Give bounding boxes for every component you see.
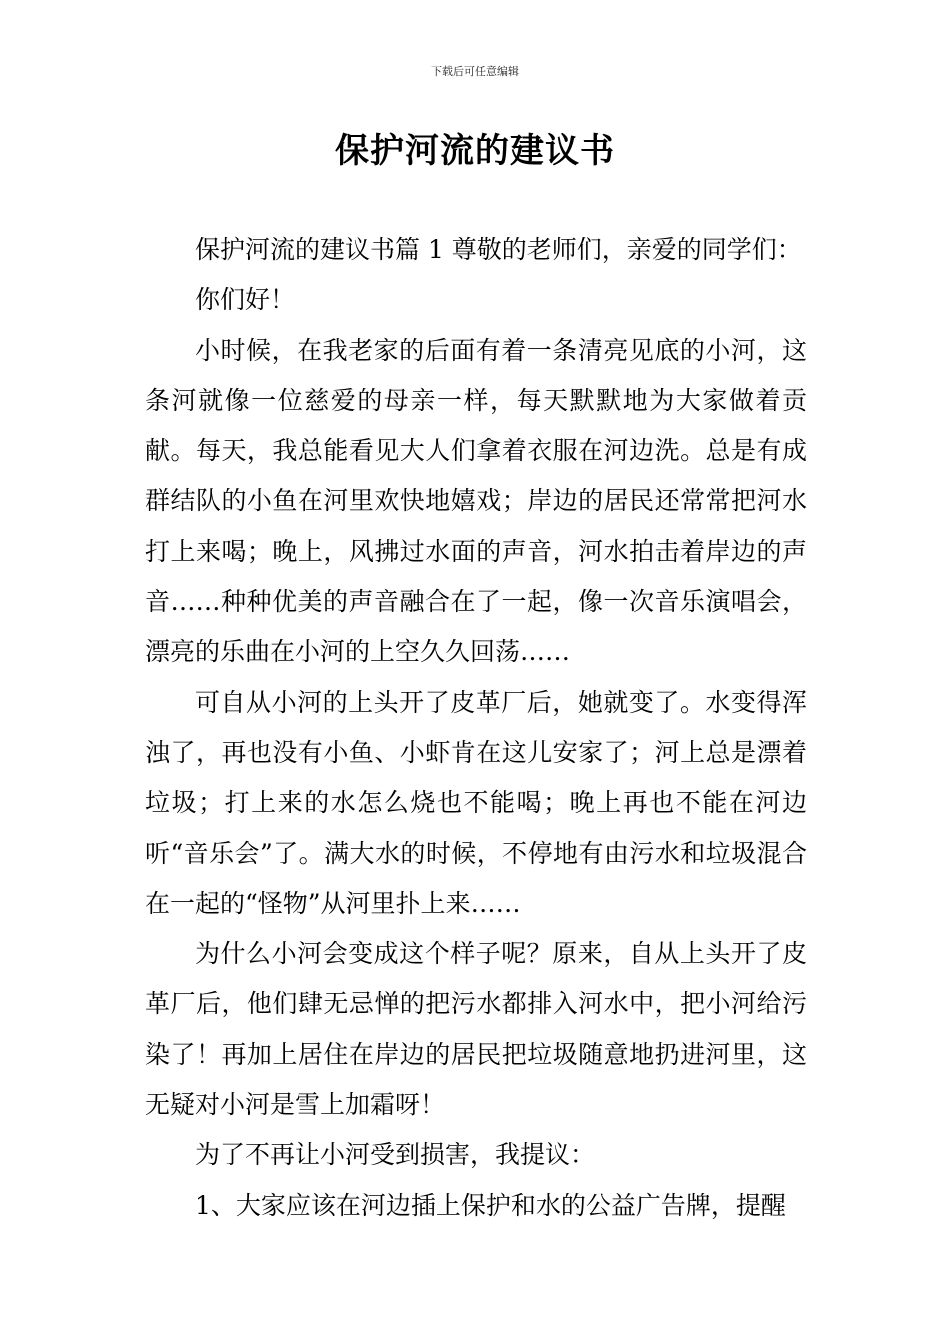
paragraph-childhood: 小时候，在我老家的后面有着一条清亮见底的小河，这条河就像一位慈爱的母亲一样，每天默默地为大家做着贡献。每天，我总能看见大人们拿着衣服在河边洗。总是有成群结队的小鱼在河里欢快地嬉戏；岸边的居民还常常把河水打上来喝；晚上，风拂过水面的声音，河水拍击着岸边的声音……种种优美的声音融合在了一起，像一次音乐演唱会，漂亮的乐曲在小河的上空久久回荡…… [145,335,807,667]
paragraph-greeting: 保护河流的建议书篇 1 尊敬的老师们，亲爱的同学们： [195,235,802,264]
header-note: 下载后可任意编辑 [431,65,519,78]
document-title: 保护河流的建议书 [335,131,615,171]
paragraph-pollution: 可自从小河的上头开了皮革厂后，她就变了。水变得浑浊了，再也没有小鱼、小虾肯在这儿安家了；河上总是漂着垃圾；打上来的水怎么烧也不能喝；晚上再也不能在河边听“音乐会”了。满大水的时候，不停地有由污水和垃圾混合在一起的“怪物”从河里扑上来…… [145,687,807,918]
paragraph-cause: 为什么小河会变成这个样子呢？原来，自从上头开了皮革厂后，他们肆无忌惮的把污水都排入河水中，把小河给污染了！再加上居住在岸边的居民把垃圾随意地扔进河里，这无疑对小河是雪上加霜呀！ [145,939,807,1120]
paragraph-hello: 你们好！ [195,285,296,315]
paragraph-proposal-intro: 为了不再让小河受到损害，我提议： [195,1140,596,1170]
document-body [145,225,807,1231]
paragraph-proposal-1: 1、大家应该在河边插上保护和水的公益广告牌，提醒 [195,1190,786,1220]
